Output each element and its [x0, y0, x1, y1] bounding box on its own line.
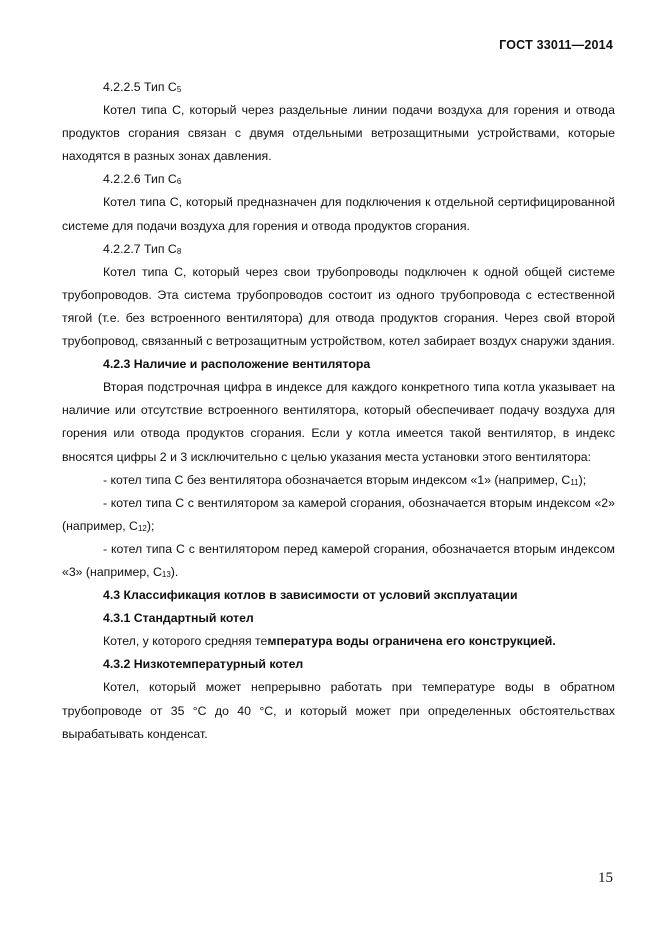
- list-item: - котел типа С без вентилятора обозначается вторым индексом «1» (например, $C_{11}$);: [103, 472, 587, 487]
- list-item: - котел типа С с вентилятором за камерой сгорания, обозначается вторым индексом «2» (например, $C_{12}$);: [62, 495, 615, 533]
- section-4-2-2-6-title: 4.2.2.6 Тип $C_6$: [103, 172, 182, 187]
- section-4-2-2-5-text: Котел типа С, который через раздельные линии подачи воздуха для горения и отвода продуктов сгорания связан с двумя отдельными ветрозащитными устройствами, которые находятся в разных зонах давления.: [62, 103, 615, 164]
- list-item: - котел типа С с вентилятором перед камерой сгорания, обозначается вторым индексом «3» (например, $C_{13}$).: [62, 541, 615, 579]
- document-header: ГОСТ 33011—2014: [499, 38, 613, 52]
- section-4-2-2-6-text: Котел типа С, который предназначен для подключения к отдельной сертифицированной системе для подачи воздуха для горения и отвода продуктов сгорания.: [62, 195, 615, 233]
- section-4-3-1-text: Котел, у которого средняя температура воды ограничена его конструкцией.: [103, 634, 556, 649]
- section-4-2-2-7-title: 4.2.2.7 Тип $C_8$: [103, 241, 182, 256]
- section-4-3-title: 4.3 Классификация котлов в зависимости от условий эксплуатации: [103, 588, 518, 603]
- section-4-2-3-title: 4.2.3 Наличие и расположение вентилятора: [103, 357, 371, 372]
- section-4-2-2-7-text: Котел типа С, который через свои трубопроводы подключен к одной общей системе трубопроводов. Эта система трубопроводов состоит из одного трубопровода с естественной тягой (т.е. без встроенного вентилятора) для отвода продуктов сгорания. Через свой второй трубопровод, связанный с ветрозащитным устройством, котел забирает воздух снаружи здания.: [62, 264, 615, 349]
- section-4-3-1-title: 4.3.1 Стандартный котел: [103, 611, 254, 626]
- section-4-3-2-text: Котел, который может непрерывно работать при температуре воды в обратном трубопроводе от 35 °С до 40 °С, и который может при определенных обстоятельствах вырабатывать конденсат.: [62, 680, 615, 741]
- section-4-3-2-title: 4.3.2 Низкотемпературный котел: [103, 657, 304, 672]
- page-content: [62, 76, 615, 746]
- section-4-2-2-5-title: 4.2.2.5 Тип $C_5$: [103, 80, 182, 94]
- page-number: 15: [598, 870, 613, 886]
- section-4-2-3-text: Вторая подстрочная цифра в индексе для каждого конкретного типа котла указывает на наличие или отсутствие встроенного вентилятора, который обеспечивает подачу воздуха для горения или отвода продуктов сгорания. Если у котла имеется такой вентилятор, в индекс вносятся цифры 2 и 3 исключительно с целью указания места установки этого вентилятора:: [62, 380, 615, 464]
